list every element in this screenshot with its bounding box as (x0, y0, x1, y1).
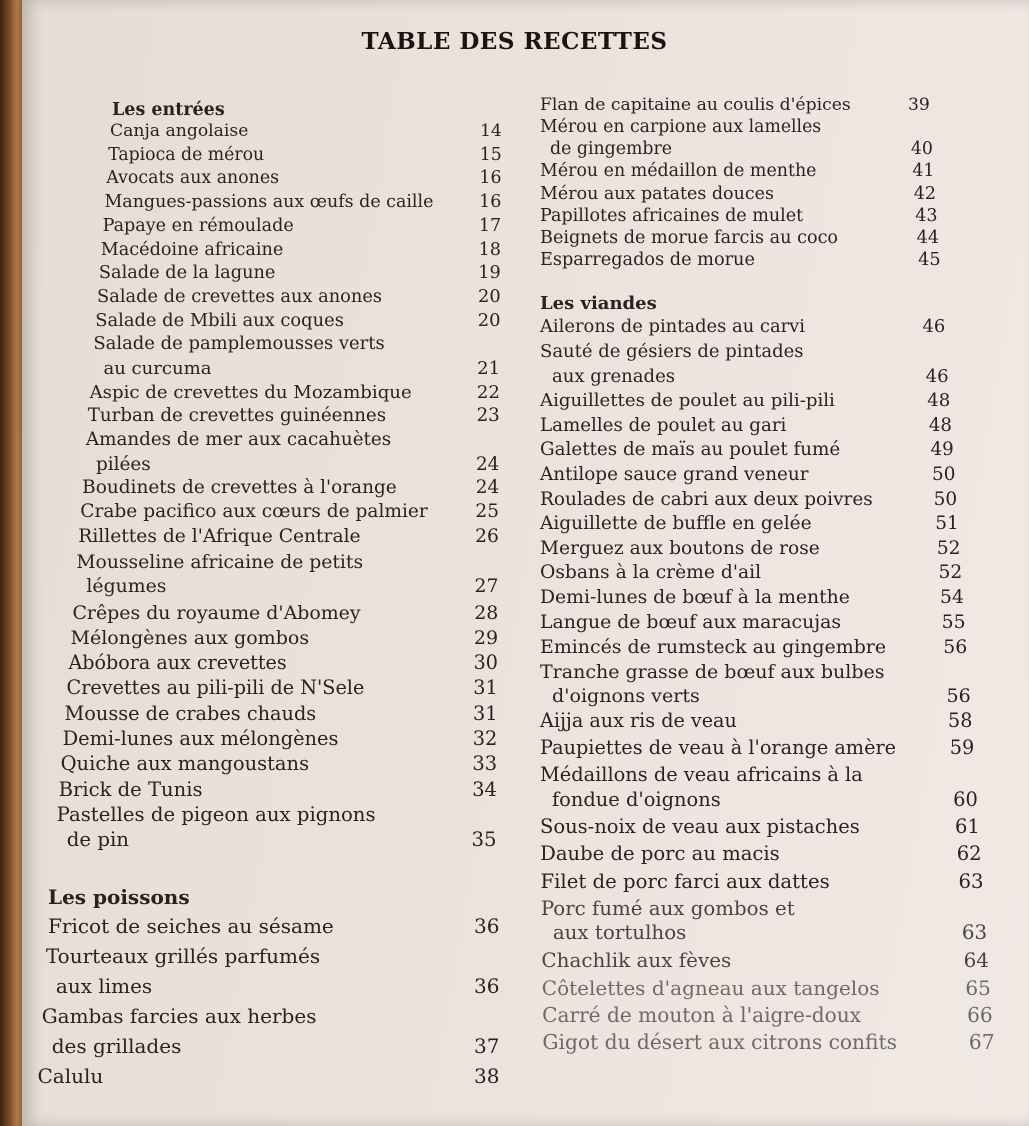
recipe-name: Filet de porc farci aux dattes (540, 869, 830, 893)
page-number: 56 (946, 684, 971, 708)
page-number: 42 (913, 183, 936, 204)
page-number: 20 (478, 285, 501, 307)
recipe-name: Sous-noix de veau aux pistaches (540, 815, 860, 839)
recipe-name: Demi-lunes aux mélongènes (62, 727, 339, 750)
recipe-name-continued: d'oignons verts (552, 684, 700, 708)
page-number: 67 (968, 1030, 995, 1055)
recipe-name: Salade de crevettes aux anones (97, 285, 382, 307)
section-heading-entrees: Les entrées (112, 100, 225, 120)
recipe-name: Aiguillette de buffle en gelée (540, 513, 812, 535)
book-spine (0, 0, 24, 1126)
recipe-name: Gigot du désert aux citrons confits (542, 1030, 897, 1055)
recipe-name: Crabe pacifico aux cœurs de palmier (80, 501, 428, 522)
recipe-name: Macédoine africaine (100, 239, 284, 260)
recipe-name: Médaillons de veau africains à la (540, 763, 863, 787)
recipe-name: Demi-lunes de bœuf à la menthe (540, 587, 850, 608)
recipe-name-continued: de gingembre (550, 139, 673, 160)
recipe-name: Salade de pamplemousses verts (93, 333, 385, 355)
recipe-name: Salade de la lagune (98, 263, 276, 284)
recipe-name: Crevettes au pili-pili de N'Sele (66, 676, 365, 700)
recipe-name: Tapioca de mérou (108, 144, 265, 165)
page-number: 24 (475, 477, 500, 499)
page-number: 39 (908, 95, 930, 115)
page-number: 35 (471, 827, 497, 851)
page-number: 32 (472, 727, 498, 750)
recipe-name: Beignets de morue farcis au coco (540, 228, 839, 248)
page-number: 14 (480, 121, 502, 141)
recipe-name-continued: des grillades (51, 1034, 182, 1058)
page-number: 43 (915, 205, 938, 226)
recipe-name: Boudinets de crevettes à l'orange (82, 477, 397, 499)
recipe-name: Salade de Mbili aux coques (95, 309, 344, 331)
recipe-name: Osbans à la crème d'ail (540, 562, 762, 584)
recipe-name: Aijja aux ris de veau (540, 709, 737, 732)
recipe-name-continued: de pin (66, 827, 130, 851)
recipe-name: Galettes de maïs au poulet fumé (540, 439, 841, 461)
recipe-name: Chachlik aux fèves (541, 948, 732, 972)
recipe-name: Flan de capitaine au coulis d'épices (540, 95, 851, 115)
recipe-name: Ailerons de pintades au carvi (540, 316, 806, 338)
page-number: 17 (478, 215, 502, 236)
page-number: 64 (963, 948, 989, 972)
page-number: 60 (953, 788, 978, 811)
recipe-name: Pastelles de pigeon aux pignons (56, 802, 376, 826)
recipe-name: Mangues-passions aux œufs de caille (104, 192, 434, 213)
page-number: 45 (918, 250, 941, 271)
page-number: 26 (475, 526, 499, 548)
recipe-name: Côtelettes d'agneau aux tangelos (541, 975, 880, 1000)
recipe-name: Tourteaux grillés parfumés (45, 944, 321, 968)
page-number: 36 (474, 914, 500, 938)
page-number: 58 (948, 709, 973, 732)
page-number: 59 (949, 736, 975, 760)
page-number: 15 (479, 144, 502, 165)
section-heading-poissons: Les poissons (48, 885, 190, 909)
page-number: 50 (932, 464, 956, 485)
page-number: 31 (473, 676, 498, 700)
recipe-name: Quiche aux mangoustans (60, 752, 310, 776)
page-number: 18 (478, 239, 501, 260)
recipe-name: Turban de crevettes guinéennes (87, 405, 387, 427)
page-number: 46 (922, 316, 946, 338)
recipe-name: Aspic de crevettes du Mozambique (89, 381, 412, 403)
page-number: 48 (927, 390, 951, 412)
page-number: 46 (925, 365, 949, 387)
page-number: 62 (956, 842, 982, 866)
recipe-name: Lamelles de poulet au gari (540, 414, 787, 436)
recipe-name: Amandes de mer aux cacahuètes (85, 429, 392, 450)
page-number: 19 (478, 263, 501, 284)
recipe-name: Paupiettes de veau à l'orange amère (540, 736, 897, 760)
page-number: 48 (928, 414, 953, 436)
recipe-name: Mélongènes aux gombos (70, 626, 310, 649)
page-number: 24 (475, 453, 500, 475)
page-number: 36 (474, 974, 500, 998)
recipe-name: Antilope sauce grand veneur (540, 464, 809, 485)
page-number: 50 (933, 488, 958, 510)
recipe-name: Abóbora aux crevettes (68, 651, 287, 675)
page-number: 23 (476, 405, 500, 427)
page-number: 55 (941, 611, 966, 633)
recipe-name: Brick de Tunis (58, 777, 203, 801)
section-heading-viandes: Les viandes (540, 293, 657, 315)
recipe-name-continued: fondue d'oignons (552, 788, 721, 811)
recipe-name-continued: légumes (86, 576, 167, 598)
page-number: 27 (474, 576, 499, 598)
recipe-name: Tranche grasse de bœuf aux bulbes (540, 660, 885, 683)
recipe-name: Papillotes africaines de mulet (540, 205, 804, 226)
recipe-name: Mousseline africaine de petits (76, 551, 364, 573)
page-number: 33 (472, 752, 498, 776)
page-number: 44 (916, 228, 940, 248)
recipe-name-continued: pilées (95, 453, 151, 475)
page-number: 21 (477, 357, 501, 379)
page-number: 65 (965, 975, 991, 1000)
page-number: 49 (930, 439, 954, 461)
recipe-name: Porc fumé aux gombos et (540, 896, 795, 920)
page-number: 16 (479, 168, 502, 189)
page-number: 51 (935, 513, 959, 535)
page-number: 56 (943, 636, 968, 659)
page-number: 63 (961, 921, 988, 945)
page-number: 37 (474, 1034, 500, 1058)
page-number: 52 (938, 562, 963, 584)
page-number: 52 (936, 537, 961, 559)
page-number: 28 (474, 601, 499, 624)
recipe-name: Fricot de seiches au sésame (48, 914, 334, 938)
recipe-name: Carré de mouton à l'aigre-doux (542, 1003, 862, 1027)
page-number: 31 (473, 701, 498, 725)
recipe-name: Mousse de crabes chauds (64, 701, 317, 725)
recipe-name-continued: aux limes (55, 974, 153, 998)
page-number: 29 (473, 626, 499, 649)
recipe-name: Crêpes du royaume d'Abomey (72, 601, 361, 624)
page-number: 63 (958, 869, 984, 893)
page-number: 20 (477, 309, 501, 331)
recipe-name-continued: aux tortulhos (552, 921, 687, 945)
recipe-name: Papaye en rémoulade (102, 215, 294, 236)
page-number: 54 (940, 587, 964, 608)
recipe-name: Merguez aux boutons de rose (540, 537, 820, 559)
recipe-name: Mérou en médaillon de menthe (540, 161, 817, 182)
recipe-name: Gambas farcies aux herbes (41, 1004, 317, 1028)
recipe-name: Esparregados de morue (540, 250, 755, 271)
page-number: 61 (954, 815, 980, 839)
recipe-name-continued: aux grenades (552, 365, 676, 387)
page-number: 22 (476, 381, 500, 403)
recipe-name: Daube de porc au macis (540, 842, 780, 866)
page-number: 16 (479, 192, 502, 213)
page-number: 38 (474, 1064, 500, 1088)
recipe-name: Rillettes de l'Afrique Centrale (78, 526, 361, 548)
recipe-name: Sauté de gésiers de pintades (540, 341, 804, 362)
page-number: 41 (912, 161, 935, 182)
page-number: 34 (472, 777, 497, 801)
recipe-name: Emincés de rumsteck au gingembre (540, 636, 887, 659)
page-number: 30 (473, 651, 498, 675)
recipe-name-continued: au curcuma (103, 357, 212, 379)
recipe-name: Langue de bœuf aux maracujas (540, 611, 841, 633)
recipe-name: Canja angolaise (110, 121, 249, 141)
recipe-name: Roulades de cabri aux deux poivres (540, 488, 873, 510)
recipe-name: Mérou aux patates douces (540, 183, 774, 204)
recipe-name: Calulu (37, 1064, 104, 1088)
recipe-name: Mérou en carpione aux lamelles (540, 117, 822, 138)
page-number: 40 (910, 139, 933, 160)
page-number: 25 (475, 501, 500, 522)
page-number: 66 (967, 1003, 993, 1027)
recipe-name: Aiguillettes de poulet au pili-pili (540, 390, 835, 412)
page-title: TABLE DES RECETTES (361, 28, 668, 55)
recipe-name: Avocats aux anones (106, 168, 280, 189)
